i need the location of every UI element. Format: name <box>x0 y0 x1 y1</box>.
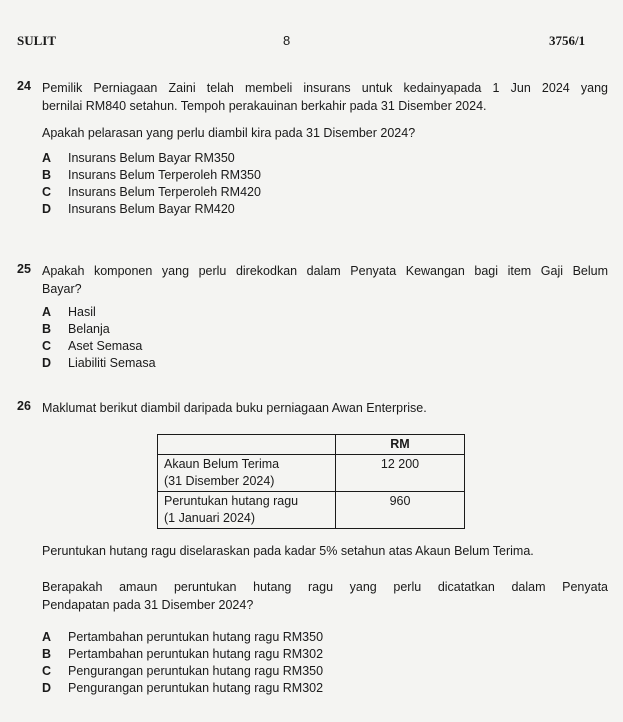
q25-option-a <box>42 304 156 321</box>
q26-note: Peruntukan hutang ragu diselaraskan pada kadar 5% setahun atas Akaun Belum Terima. <box>42 544 534 558</box>
option-text: Pertambahan peruntukan hutang ragu RM350 <box>68 630 324 644</box>
q25-number: 25 <box>17 262 31 276</box>
q26-option-b <box>42 646 323 663</box>
q24-options <box>42 150 261 218</box>
q26-option-d <box>42 680 323 697</box>
option-text: Insurans Belum Bayar RM350 <box>68 151 235 165</box>
q24-stem-line1: Pemilik Perniagaan Zaini telah membeli insurans untuk kedainyapada 1 Jun 2024 yang <box>42 81 608 95</box>
table-header-rm: RM <box>336 435 465 455</box>
q25-option-c <box>42 338 156 355</box>
q26-option-a <box>42 629 323 646</box>
option-text: Aset Semasa <box>68 339 143 353</box>
option-letter: C <box>42 185 52 199</box>
table-cell-amount: 12 200 <box>336 455 465 492</box>
option-text: Pengurangan peruntukan hutang ragu RM350 <box>68 664 324 678</box>
option-letter: B <box>42 647 52 661</box>
q24-option-c <box>42 184 261 201</box>
option-letter: D <box>42 356 52 370</box>
q26-question-line2: Pendapatan pada 31 Disember 2024? <box>42 598 254 612</box>
q25-option-b <box>42 321 156 338</box>
q24-question: Apakah pelarasan yang perlu diambil kira pada 31 Disember 2024? <box>42 126 416 140</box>
option-text: Belanja <box>68 322 110 336</box>
q24-option-b <box>42 167 261 184</box>
q25-options <box>42 304 156 372</box>
table-cell-item <box>158 492 336 529</box>
option-letter: B <box>42 322 52 336</box>
option-text: Liabiliti Semasa <box>68 356 156 370</box>
item-label: Peruntukan hutang ragu <box>164 494 299 508</box>
item-label: Akaun Belum Terima <box>164 457 280 471</box>
q25-stem-line1: Apakah komponen yang perlu direkodkan dalam Penyata Kewangan bagi item Gaji Belum <box>42 264 608 278</box>
q25-option-d <box>42 355 156 372</box>
option-letter: A <box>42 630 52 644</box>
q24-option-a <box>42 150 261 167</box>
page-number: 8 <box>283 33 291 48</box>
header-sulit: SULIT <box>17 33 57 48</box>
option-letter: C <box>42 664 52 678</box>
option-text: Insurans Belum Bayar RM420 <box>68 202 235 216</box>
paper-code: 3756/1 <box>549 33 586 48</box>
option-text: Insurans Belum Terperoleh RM350 <box>68 168 261 182</box>
option-text: Insurans Belum Terperoleh RM420 <box>68 185 261 199</box>
item-date: (1 Januari 2024) <box>164 511 256 525</box>
table-header-blank <box>158 435 336 455</box>
table-cell-amount: 960 <box>336 492 465 529</box>
q24-number: 24 <box>17 79 31 93</box>
option-text: Pengurangan peruntukan hutang ragu RM302 <box>68 681 324 695</box>
option-letter: D <box>42 202 52 216</box>
q26-intro: Maklumat berikut diambil daripada buku perniagaan Awan Enterprise. <box>42 401 427 415</box>
q25-stem-line2: Bayar? <box>42 282 82 296</box>
q24-stem-line2: bernilai RM840 setahun. Tempoh perakauinan berkahir pada 31 Disember 2024. <box>42 99 487 113</box>
table-row <box>158 492 465 529</box>
q24-option-d <box>42 201 261 218</box>
table-row <box>158 455 465 492</box>
option-letter: A <box>42 151 52 165</box>
option-letter: B <box>42 168 52 182</box>
q26-question-line1: Berapakah amaun peruntukan hutang ragu yang perlu dicatatkan dalam Penyata <box>42 580 608 594</box>
option-letter: C <box>42 339 52 353</box>
q26-options <box>42 629 323 697</box>
option-letter: A <box>42 305 52 319</box>
option-text: Pertambahan peruntukan hutang ragu RM302 <box>68 647 324 661</box>
q26-number: 26 <box>17 399 31 413</box>
table-cell-item <box>158 455 336 492</box>
option-letter: D <box>42 681 52 695</box>
q26-data-table <box>157 434 465 529</box>
option-text: Hasil <box>68 305 96 319</box>
q26-option-c <box>42 663 323 680</box>
item-date: (31 Disember 2024) <box>164 474 275 488</box>
